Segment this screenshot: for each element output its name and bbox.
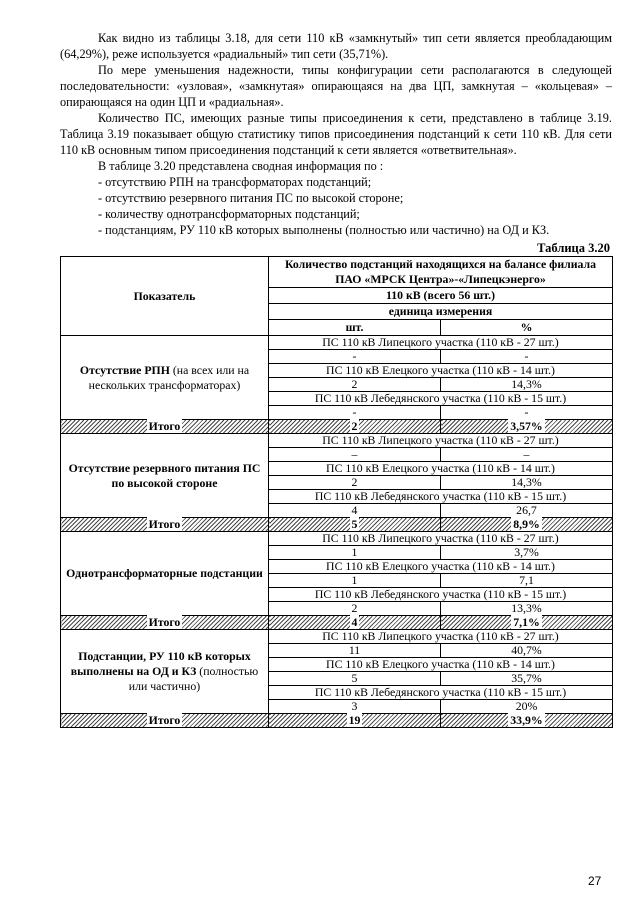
table-row	[61, 532, 613, 546]
total-label-cell	[61, 420, 269, 434]
value-pcs: 1	[269, 574, 441, 588]
total-label-cell	[61, 518, 269, 532]
total-label-cell	[61, 714, 269, 728]
table-row	[61, 630, 613, 644]
value-pcs: 11	[269, 644, 441, 658]
section-subheading: ПС 110 кВ Елецкого участка (110 кВ - 14 шт.)	[269, 364, 613, 378]
list-item: - отсутствию резервного питания ПС по высокой стороне;	[98, 191, 404, 205]
total-pcs-cell	[269, 518, 441, 532]
value-pct: 13,3%	[441, 602, 613, 616]
header-organization: Количество подстанций находящихся на балансе филиала ПАО «МРСК Центра»-«Липецкэнерго»	[269, 257, 613, 288]
value-pcs: -	[269, 350, 441, 364]
total-pcs-cell	[269, 420, 441, 434]
indicator-label	[61, 434, 269, 518]
value-pct: 7,1	[441, 574, 613, 588]
table-caption: Таблица 3.20	[537, 241, 610, 255]
indicator-label-bold: Подстанции, РУ 110 кВ которых выполнены на ОД и КЗ	[70, 649, 251, 678]
value-pcs: 4	[269, 504, 441, 518]
section-subheading: ПС 110 кВ Лебедянского участка (110 кВ - 15 шт.)	[269, 490, 613, 504]
section-subheading: ПС 110 кВ Липецкого участка (110 кВ - 27 шт.)	[269, 532, 613, 546]
value-pct: 3,7%	[441, 546, 613, 560]
value-pct: -	[441, 406, 613, 420]
total-pct: 33,9%	[510, 713, 543, 727]
total-label: Итого	[148, 517, 181, 531]
paragraph: Как видно из таблицы 3.18, для сети 110 кВ «замкнутый» тип сети является преобладающим (64,29%), реже используется «радиальный» тип сети (35,71%).	[60, 31, 612, 61]
total-label: Итого	[148, 713, 181, 727]
header-indicator: Показатель	[61, 257, 269, 336]
total-pcs: 5	[351, 517, 358, 531]
value-pct: 14,3%	[441, 476, 613, 490]
total-pct-cell	[441, 518, 613, 532]
value-pcs: -	[269, 406, 441, 420]
total-row	[61, 420, 613, 434]
value-pcs: 1	[269, 546, 441, 560]
total-pct-cell	[441, 420, 613, 434]
value-pcs: 2	[269, 602, 441, 616]
total-pct: 8,9%	[513, 517, 540, 531]
total-row	[61, 518, 613, 532]
section-subheading: ПС 110 кВ Лебедянского участка (110 кВ - 15 шт.)	[269, 392, 613, 406]
indicator-label	[61, 532, 269, 616]
total-row	[61, 616, 613, 630]
total-pct-cell	[441, 714, 613, 728]
section-subheading: ПС 110 кВ Лебедянского участка (110 кВ - 15 шт.)	[269, 588, 613, 602]
value-pcs: 2	[269, 476, 441, 490]
header-unit-pct: %	[441, 320, 613, 336]
section-subheading: ПС 110 кВ Елецкого участка (110 кВ - 14 шт.)	[269, 560, 613, 574]
value-pct: 14,3%	[441, 378, 613, 392]
total-pcs: 4	[351, 615, 358, 629]
body-text	[60, 30, 612, 238]
list-item: - подстанциям, РУ 110 кВ которых выполнены (полностью или частично) на ОД и КЗ.	[98, 223, 550, 237]
indicator-label	[61, 630, 269, 714]
total-row	[61, 714, 613, 728]
table-row	[61, 336, 613, 350]
section-subheading: ПС 110 кВ Липецкого участка (110 кВ - 27 шт.)	[269, 434, 613, 448]
table-row	[61, 434, 613, 448]
total-pct: 3,57%	[510, 419, 543, 433]
indicator-label-bold: Однотрансформаторные подстанции	[66, 566, 263, 580]
indicator-label-note: (полностью или частично)	[128, 664, 259, 693]
total-pct-cell	[441, 616, 613, 630]
value-pcs: 2	[269, 378, 441, 392]
total-label: Итого	[148, 419, 181, 433]
summary-table	[60, 256, 613, 728]
total-pct: 7,1%	[513, 615, 540, 629]
section-subheading: ПС 110 кВ Лебедянского участка (110 кВ - 15 шт.)	[269, 686, 613, 700]
document-page	[60, 30, 612, 728]
value-pcs: –	[269, 448, 441, 462]
section-subheading: ПС 110 кВ Елецкого участка (110 кВ - 14 шт.)	[269, 658, 613, 672]
header-voltage: 110 кВ (всего 56 шт.)	[269, 288, 613, 304]
list-item: - количеству однотрансформаторных подстанций;	[98, 207, 360, 221]
total-pcs: 2	[351, 419, 358, 433]
value-pct: 35,7%	[441, 672, 613, 686]
value-pct: 26,7	[441, 504, 613, 518]
paragraph: Количество ПС, имеющих разные типы присоединения к сети, представлено в таблице 3.19. Таблица 3.19 показывает общую статистику типов присоединения подстанций к сети 110 кВ. Для сети 110 кВ основным типом присоединения подстанций к сети является «ответвительная».	[60, 111, 612, 157]
total-pcs-cell	[269, 714, 441, 728]
value-pcs: 5	[269, 672, 441, 686]
value-pct: 40,7%	[441, 644, 613, 658]
indicator-label-note: (на всех или на нескольких трансформаторах)	[88, 362, 250, 392]
header-unit-pcs: шт.	[269, 320, 441, 336]
indicator-label	[61, 336, 269, 420]
total-pcs-cell	[269, 616, 441, 630]
total-label: Итого	[148, 615, 181, 629]
value-pct: 20%	[441, 700, 613, 714]
section-subheading: ПС 110 кВ Липецкого участка (110 кВ - 27 шт.)	[269, 630, 613, 644]
list-item: - отсутствию РПН на трансформаторах подстанций;	[98, 175, 372, 189]
page-number: 27	[588, 874, 602, 888]
paragraph: В таблице 3.20 представлена сводная информация по :	[98, 159, 384, 173]
indicator-label-bold: Отсутствие РПН	[79, 362, 170, 377]
header-unit-caption: единица измерения	[269, 304, 613, 320]
section-subheading: ПС 110 кВ Липецкого участка (110 кВ - 27 шт.)	[269, 336, 613, 350]
table-body	[61, 336, 613, 728]
indicator-label-bold: Отсутствие резервного питания ПС по высокой стороне	[68, 460, 261, 490]
total-label-cell	[61, 616, 269, 630]
section-subheading: ПС 110 кВ Елецкого участка (110 кВ - 14 шт.)	[269, 462, 613, 476]
paragraph: По мере уменьшения надежности, типы конфигурации сети располагаются в следующей последовательности: «узловая», «замкнутая» опирающаяся на два ЦП, замкнутая – «кольцевая» – опирающаяся на один ЦП и «радиальная».	[60, 63, 612, 109]
total-pcs: 19	[348, 713, 361, 727]
value-pct: –	[441, 448, 613, 462]
value-pcs: 3	[269, 700, 441, 714]
value-pct: -	[441, 350, 613, 364]
